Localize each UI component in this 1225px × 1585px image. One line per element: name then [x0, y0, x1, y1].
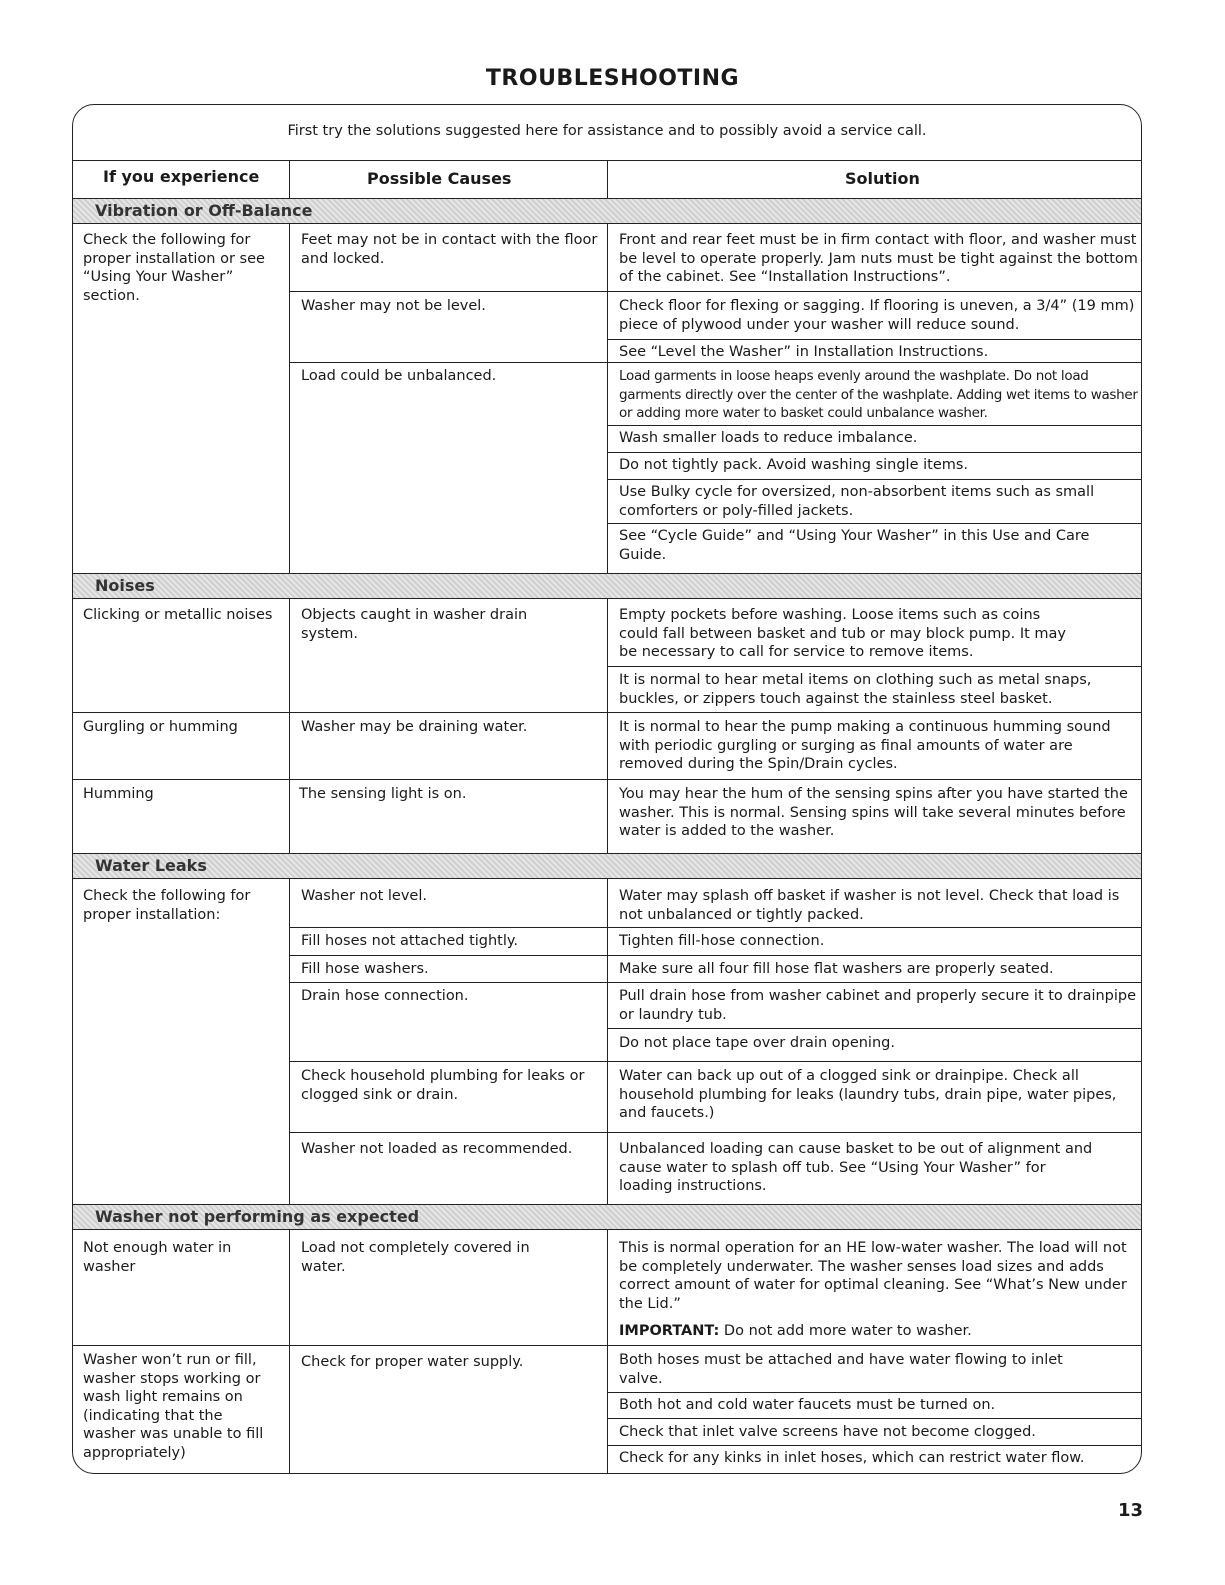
leaks-cause-5: Check household plumbing for leaks or clogged sink or drain.	[301, 1068, 585, 1103]
leaks-cause-3: Fill hose washers.	[301, 961, 429, 977]
row-divider	[607, 1392, 1142, 1393]
section-band-noises	[73, 573, 1141, 599]
leaks-cause-2: Fill hoses not attached tightly.	[301, 933, 519, 949]
section-band-vibration	[73, 198, 1141, 224]
performing-solution-2c: Check that inlet valve screens have not become clogged.	[619, 1424, 1036, 1440]
row-divider	[289, 982, 1142, 983]
section-title-vibration: Vibration or Off-Balance	[95, 201, 313, 220]
vibration-solution-3d: Use Bulky cycle for oversized, non-absorbent items such as small comforters or poly-filled jackets.	[619, 484, 1095, 519]
important-label: IMPORTANT:	[619, 1323, 720, 1339]
vibration-solution-2b: See “Level the Washer” in Installation Instructions.	[619, 344, 989, 360]
row-divider	[607, 339, 1142, 340]
noises-solution-1b: It is normal to hear metal items on clothing such as metal snaps, buckles, or zippers touch against the stainless steel basket.	[619, 672, 1092, 707]
intro-text: First try the solutions suggested here for assistance and to possibly avoid a service call.	[287, 123, 927, 139]
vibration-solution-3a: Load garments in loose heaps evenly around the washplate. Do not load garments directly over the center of the washplate. Adding wet items to washer or adding more water to basket could unbalance washer.	[619, 368, 1138, 421]
row-divider	[73, 779, 1141, 780]
row-divider	[607, 1028, 1142, 1029]
row-divider	[289, 1132, 1142, 1133]
row-divider	[607, 452, 1142, 453]
performing-solution-2d: Check for any kinks in inlet hoses, which can restrict water flow.	[619, 1450, 1085, 1466]
performing-solution-2b: Both hot and cold water faucets must be turned on.	[619, 1397, 996, 1413]
noises-experience-2: Gurgling or humming	[83, 719, 238, 735]
row-divider	[73, 712, 1141, 713]
noises-cause-1: Objects caught in washer drain system.	[301, 607, 528, 642]
vibration-solution-2a: Check floor for flexing or sagging. If flooring is uneven, a 3/4” (19 mm) piece of plywood under your washer will reduce sound.	[619, 298, 1135, 333]
vibration-solution-3c: Do not tightly pack. Avoid washing single items.	[619, 457, 969, 473]
performing-cause-1: Load not completely covered in water.	[301, 1240, 530, 1275]
row-divider	[607, 1418, 1142, 1419]
important-text: Do not add more water to washer.	[719, 1323, 972, 1339]
row-divider	[607, 666, 1142, 667]
row-divider	[607, 523, 1142, 524]
performing-solution-1b	[619, 1322, 1139, 1341]
section-band-leaks	[73, 853, 1141, 879]
leaks-solution-5: Water can back up out of a clogged sink or drainpipe. Check all household plumbing for leaks (laundry tubs, drain pipe, water pipes, and faucets.)	[619, 1068, 1117, 1121]
row-divider	[607, 425, 1142, 426]
leaks-solution-4b: Do not place tape over drain opening.	[619, 1035, 895, 1051]
column-header-causes: Possible Causes	[367, 169, 512, 188]
column-divider-1	[289, 160, 290, 1474]
row-divider	[289, 955, 1142, 956]
leaks-solution-3: Make sure all four fill hose flat washers are properly seated.	[619, 961, 1054, 977]
leaks-solution-1: Water may splash off basket if washer is not level. Check that load is not unbalanced or tightly packed.	[619, 888, 1120, 923]
column-header-solution: Solution	[845, 169, 920, 188]
vibration-experience: Check the following for proper installation or see “Using Your Washer” section.	[83, 232, 265, 304]
noises-solution-3: You may hear the hum of the sensing spins after you have started the washer. This is normal. Sensing spins will take several minutes before water is added to the washer.	[619, 786, 1128, 839]
section-title-noises: Noises	[95, 576, 155, 595]
vibration-cause-2: Washer may not be level.	[301, 298, 486, 314]
section-band-performing	[73, 1204, 1141, 1230]
performing-experience-1: Not enough water in washer	[83, 1240, 232, 1275]
noises-experience-3: Humming	[83, 786, 154, 802]
leaks-experience: Check the following for proper installation:	[83, 888, 251, 923]
noises-cause-3: The sensing light is on.	[299, 786, 467, 802]
leaks-cause-4: Drain hose connection.	[301, 988, 469, 1004]
leaks-solution-2: Tighten fill-hose connection.	[619, 933, 825, 949]
row-divider	[289, 927, 1142, 928]
page-title: TROUBLESHOOTING	[485, 66, 740, 91]
row-divider	[73, 1345, 1141, 1346]
performing-solution-1a: This is normal operation for an HE low-water washer. The load will not be completely underwater. The washer senses load sizes and adds correct amount of water for optimal cleaning. See “What’s New under the Lid.”	[619, 1240, 1127, 1312]
leaks-cause-1: Washer not level.	[301, 888, 427, 904]
performing-experience-2: Washer won’t run or fill, washer stops working or wash light remains on (indicating that the washer was unable to fill appropriately)	[83, 1352, 264, 1461]
vibration-cause-3: Load could be unbalanced.	[301, 368, 497, 384]
vibration-solution-3b: Wash smaller loads to reduce imbalance.	[619, 430, 918, 446]
page-number: 13	[1118, 1500, 1144, 1521]
noises-cause-2: Washer may be draining water.	[301, 719, 528, 735]
leaks-solution-6: Unbalanced loading can cause basket to be out of alignment and cause water to splash off tub. See “Using Your Washer” for loading instructions.	[619, 1141, 1093, 1194]
section-title-leaks: Water Leaks	[95, 856, 207, 875]
noises-solution-1a: Empty pockets before washing. Loose items such as coins could fall between basket and tub or may block pump. It may be necessary to call for service to remove items.	[619, 607, 1066, 660]
row-divider	[289, 362, 1142, 363]
column-divider-2	[607, 160, 608, 1474]
leaks-solution-4a: Pull drain hose from washer cabinet and properly secure it to drainpipe or laundry tub.	[619, 988, 1137, 1023]
troubleshooting-table	[72, 104, 1142, 1474]
row-divider	[289, 1061, 1142, 1062]
noises-experience-1: Clicking or metallic noises	[83, 607, 273, 623]
noises-solution-2: It is normal to hear the pump making a continuous humming sound with periodic gurgling or surging as final amounts of water are removed during the Spin/Drain cycles.	[619, 719, 1111, 772]
performing-solution-2a: Both hoses must be attached and have water flowing to inlet valve.	[619, 1352, 1063, 1387]
column-header-experience: If you experience	[103, 167, 260, 186]
row-divider	[289, 291, 1142, 292]
leaks-cause-6: Washer not loaded as recommended.	[301, 1141, 573, 1157]
vibration-solution-3e: See “Cycle Guide” and “Using Your Washer” in this Use and Care Guide.	[619, 528, 1090, 563]
row-divider	[607, 1445, 1142, 1446]
vibration-solution-1: Front and rear feet must be in firm contact with floor, and washer must be level to operate properly. Jam nuts must be tight against the bottom of the cabinet. See “Installation Instructions”.	[619, 232, 1138, 285]
performing-cause-2: Check for proper water supply.	[301, 1354, 524, 1370]
vibration-cause-1: Feet may not be in contact with the floor and locked.	[301, 232, 598, 267]
row-divider	[607, 479, 1142, 480]
section-title-performing: Washer not performing as expected	[95, 1207, 420, 1226]
